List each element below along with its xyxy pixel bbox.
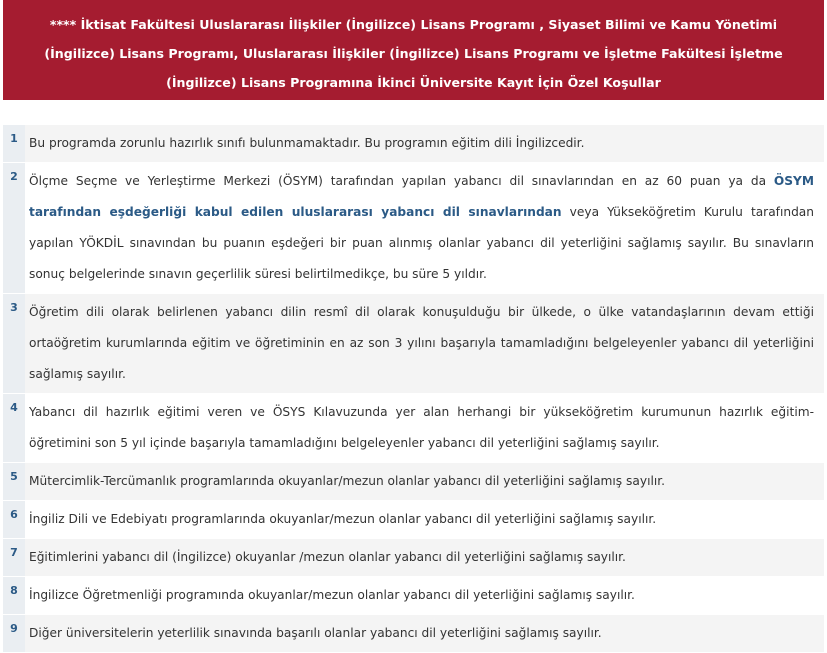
condition-text: Yabancı dil hazırlık eğitimi veren ve ÖSYS Kılavuzunda yer alan herhangi bir yükseköğretim kurumunun hazırlık eğitim-öğretimini son 5 yıl içinde başarıyla tamamladığını belgeleyenler yabancı dil yeterliğini sağlamış sayılır. [29, 405, 814, 450]
condition-text: İngiliz Dili ve Edebiyatı programlarında okuyanlar/mezun olanlar yabancı dil yeterliğini sağlamış sayılır. [29, 512, 657, 526]
condition-row [3, 163, 824, 294]
condition-text [25, 163, 824, 293]
header-title: **** İktisat Fakültesi Uluslararası İlişkiler (İngilizce) Lisans Programı , Siyaset Bilimi ve Kamu Yönetimi (İngilizce) Lisans Programı, Uluslararası İlişkiler (İngilizce) Lisans Programı ve İşletme Fakültesi İşletme (İngilizce) Lisans Programına İkinci Üniversite Kayıt İçin Özel Koşullar [44, 17, 783, 90]
condition-row [3, 294, 824, 394]
condition-number: 3 [3, 294, 25, 393]
condition-row [3, 501, 824, 539]
condition-text: Eğitimlerini yabancı dil (İngilizce) okuyanlar /mezun olanlar yabancı dil yeterliğini sağlamış sayılır. [29, 550, 626, 564]
condition-row [3, 539, 824, 577]
condition-row [3, 125, 824, 163]
condition-text: Mütercimlik-Tercümanlık programlarında okuyanlar/mezun olanlar yabancı dil yeterliğini sağlamış sayılır. [29, 474, 665, 488]
conditions-list [3, 125, 824, 653]
condition-number: 5 [3, 463, 25, 500]
condition-row [3, 615, 824, 653]
page-header [3, 0, 824, 100]
condition-number: 8 [3, 577, 25, 614]
condition-text: İngilizce Öğretmenliği programında okuyanlar/mezun olanlar yabancı dil yeterliğini sağlamış sayılır. [29, 588, 635, 602]
condition-text-part: Ölçme Seçme ve Yerleştirme Merkezi (ÖSYM) tarafından yapılan yabancı dil sınavlarından en az 60 puan ya da [29, 174, 774, 188]
condition-text-part: veya Yükseköğretim Kurulu tarafından yapılan YÖKDİL sınavından bu puanın eşdeğeri bir puan alınmış olanlar yabancı dil yeterliğini sağlamış sayılır. Bu sınavların sonuç belgelerinde sınavın geçerlilik süresi belirtilmedikçe, bu süre 5 yıldır. [29, 205, 814, 281]
condition-row [3, 463, 824, 501]
condition-text: Öğretim dili olarak belirlenen yabancı dilin resmî dil olarak konuşulduğu bir ülkede, o ülke vatandaşlarının devam ettiği ortaöğretim kurumlarında eğitim ve öğretiminin en az son 3 yılını başarıyla tamamladığını belgeleyenler yabancı dil yeterliğini sağlamış sayılır. [29, 305, 814, 381]
condition-row [3, 394, 824, 463]
osym-equivalent-exams-link[interactable]: ÖSYM tarafından eşdeğerliği kabul edilen uluslararası yabancı dil sınavlarından [29, 174, 814, 219]
condition-number: 6 [3, 501, 25, 538]
condition-number: 7 [3, 539, 25, 576]
condition-number: 2 [3, 163, 25, 293]
condition-text: Bu programda zorunlu hazırlık sınıfı bulunmamaktadır. Bu programın eğitim dili İngilizcedir. [29, 136, 585, 150]
condition-number: 9 [3, 615, 25, 652]
condition-number: 1 [3, 125, 25, 162]
condition-row [3, 577, 824, 615]
condition-number: 4 [3, 394, 25, 462]
condition-text: Diğer üniversitelerin yeterlilik sınavında başarılı olanlar yabancı dil yeterliğini sağlamış sayılır. [29, 626, 602, 640]
